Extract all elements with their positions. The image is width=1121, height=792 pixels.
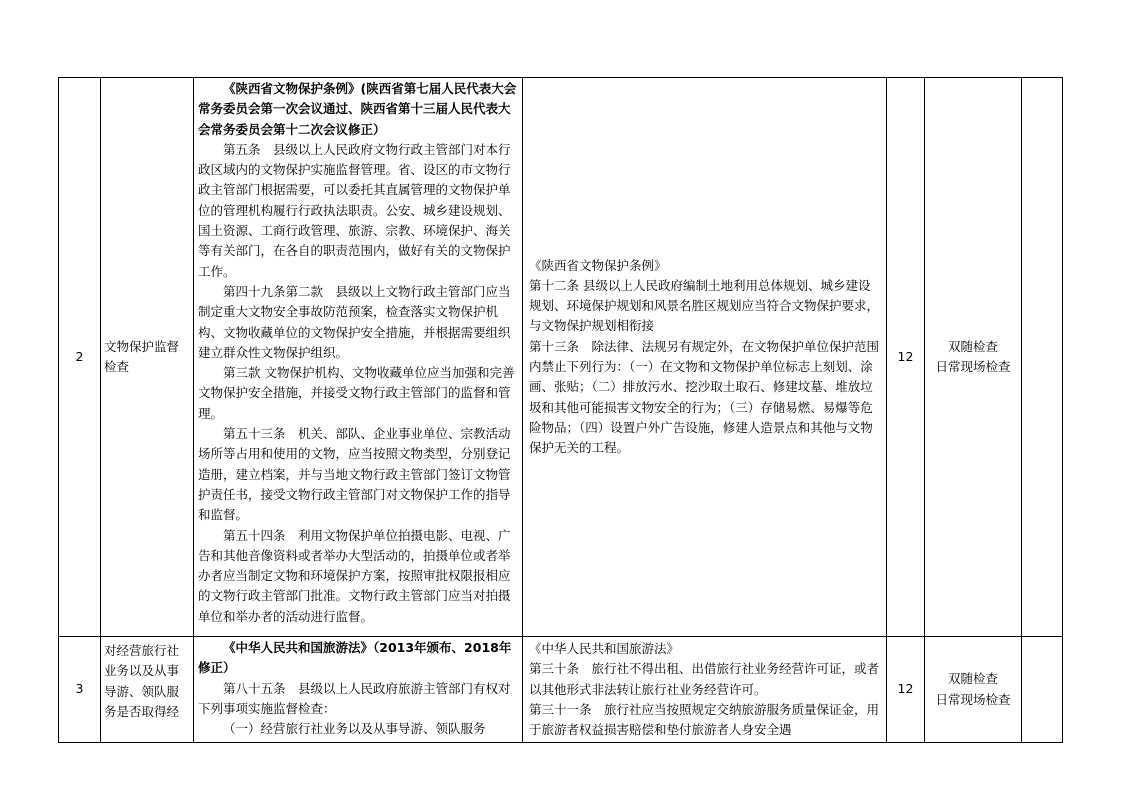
note-cell <box>1022 637 1063 743</box>
legal-basis <box>194 637 523 743</box>
basis-paragraph: 第四十九条第二款 县级以上文物行政主管部门应当制定重大文物安全事故防范预案，检查落实文物保护机构、文物收藏单位的文物保护安全措施，并根据需要组织建立群众性文物保护组织。 <box>198 283 511 360</box>
row-number: 2 <box>59 78 101 637</box>
method-line: 日常现场检查 <box>935 691 1011 707</box>
note-cell <box>1022 78 1063 637</box>
clause-paragraph: 第十二条 县级以上人民政府编制土地利用总体规划、城乡建设规划、环境保护规划和风景名胜区规划应当符合文物保护要求，与文物保护规划相衔接 <box>529 277 880 334</box>
legal-basis-content <box>198 638 518 738</box>
inspection-frequency: 12 <box>887 637 925 743</box>
basis-paragraph: （一）经营旅行社业务以及从事导游、领队服务 <box>223 721 486 737</box>
basis-title: 《陕西省文物保护条例》(陕西省第七届人民代表大会常务委员会第一次会议通过、陕西省第十三届人民代表大会常务委员会第十二次会议修正） <box>198 81 517 137</box>
clause-paragraph: 第三十条 旅行社不得出租、出借旅行社业务经营许可证，或者以其他形式非法转让旅行社业务经营许可。 <box>529 661 880 697</box>
inspection-item <box>101 637 194 743</box>
basis-paragraph: 第八十五条 县级以上人民政府旅游主管部门有权对下列事项实施监督检查： <box>198 680 511 716</box>
basis-title-note: （2013年颁布、2018年修正） <box>198 640 512 676</box>
basis-title-law: 《中华人民共和国旅游法》 <box>223 640 374 655</box>
method-line: 双随检查 <box>947 671 998 687</box>
inspection-method <box>925 637 1022 743</box>
inspection-frequency: 12 <box>887 78 925 637</box>
basis-title <box>198 638 518 679</box>
inspection-method <box>925 78 1022 637</box>
clause-paragraph: 第三十一条 旅行社应当按照规定交纳旅游服务质量保证金，用于旅游者权益损害赔偿和垫付旅游者人身安全遇 <box>529 701 880 738</box>
method-line: 日常现场检查 <box>935 359 1011 374</box>
basis-paragraph: 第五条 县级以上人民政府文物行政主管部门对本行政区域内的文物保护实施监督管理。省、设区的市文物行政主管部门根据需要，可以委托其直属管理的文物保护单位的管理机构履行行政执法职责。公安、城乡建设规划、国土资源、工商行政管理、旅游、宗教、环境保护、海关等有关部门，在各自的职责范围内，做好有关的文物保护工作。 <box>198 141 511 279</box>
legal-basis <box>194 78 523 637</box>
inspection-item-text: 对经营旅行社业务以及从事导游、领队服务是否取得经 <box>104 643 180 719</box>
relevant-clauses <box>523 637 887 743</box>
clause-paragraph: 第十三条 除法律、法规另有规定外，在文物保护单位保护范围内禁止下列行为：（一）在文物和文物保护单位标志上刻划、涂画、张贴；（二）排放污水、挖沙取土取石、修建坟墓、堆放垃圾和其他可能损害文物安全的行为；（三）存储易燃、易爆等危险物品；（四）设置户外广告设施，修建人造景点和其他与文物保护无关的工程。 <box>529 338 880 456</box>
basis-paragraph: 第三款 文物保护机构、文物收藏单位应当加强和完善文物保护安全措施，并接受文物行政主管部门的监督和管理。 <box>198 365 515 421</box>
row-number: 3 <box>59 637 101 743</box>
relevant-clauses <box>523 78 887 637</box>
table-row <box>59 637 1063 743</box>
clause-title: 《中华人民共和国旅游法》 <box>529 641 680 656</box>
clause-title: 《陕西省文物保护条例》 <box>529 257 667 273</box>
basis-paragraph: 第五十四条 利用文物保护单位拍摄电影、电视、广告和其他音像资料或者举办大型活动的，拍摄单位或者举办者应当制定文物和环境保护方案，按照审批权限报相应的文物行政主管部门批准。文物行政主管部门应当对拍摄单位和举办者的活动进行监督。 <box>198 527 511 624</box>
basis-paragraph: 第五十三条 机关、部队、企业事业单位、宗教活动场所等占用和使用的文物，应当按照文物类型，分别登记造册，建立档案，并与当地文物行政主管部门签订文物管护责任书，接受文物行政主管部门对文物保护工作的指导和监督。 <box>198 426 511 523</box>
inspection-table <box>58 77 1063 743</box>
relevant-clauses-content <box>529 639 880 739</box>
method-line: 双随检查 <box>947 338 998 354</box>
inspection-item: 文物保护监督检查 <box>101 78 194 637</box>
table-row <box>59 78 1063 637</box>
